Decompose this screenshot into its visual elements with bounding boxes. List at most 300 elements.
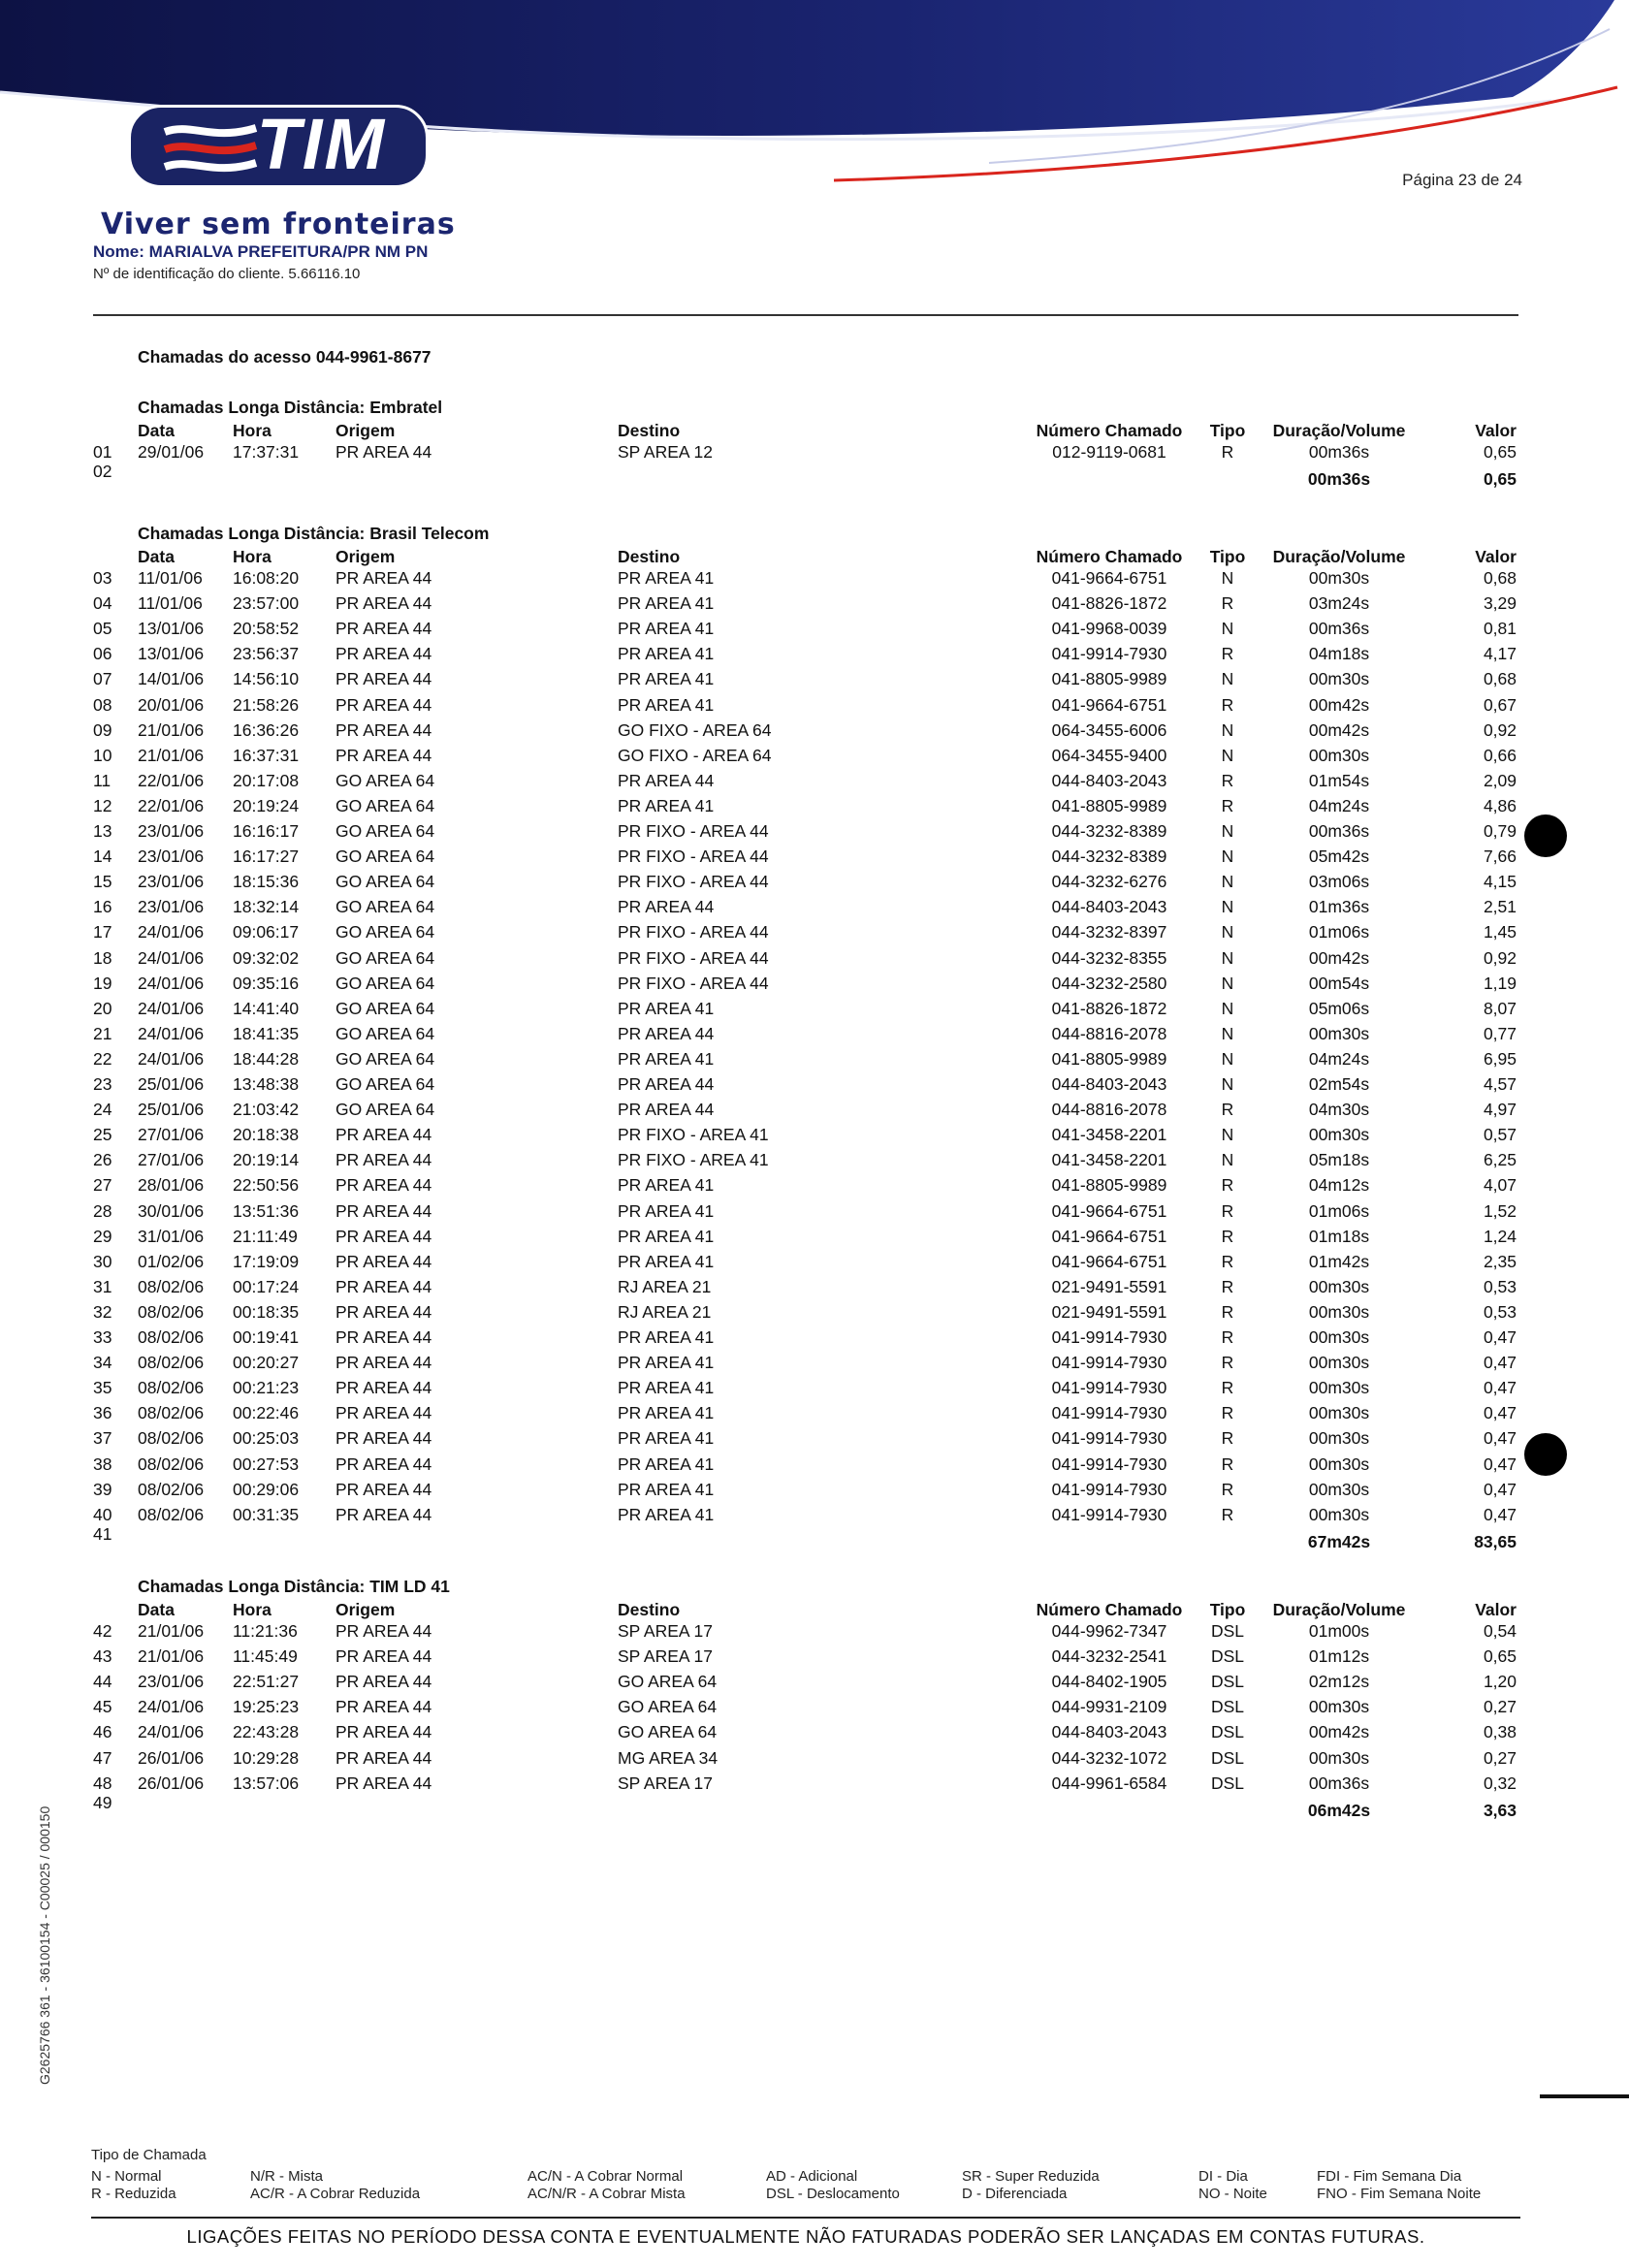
column-header-destino: Destino: [618, 547, 681, 566]
row-call-type: N: [1221, 669, 1234, 689]
row-destination: PR AREA 41: [618, 1251, 715, 1271]
row-date: 28/01/06: [138, 1175, 205, 1196]
row-time: 00:25:03: [233, 1428, 300, 1449]
column-header-valor: Valor: [1475, 1600, 1517, 1619]
row-value: 0,92: [1483, 947, 1517, 968]
row-value: 0,65: [1483, 1646, 1517, 1667]
row-duration: 00m30s: [1308, 1504, 1370, 1524]
row-duration: 00m30s: [1308, 1276, 1370, 1296]
row-value: 0,53: [1483, 1276, 1517, 1296]
row-index: 05: [93, 619, 112, 639]
row-called-number: 044-9961-6584: [1051, 1773, 1167, 1793]
row-index: 08: [93, 694, 112, 715]
row-value: 1,24: [1483, 1226, 1517, 1246]
row-duration: 00m42s: [1308, 694, 1370, 715]
row-call-type: R: [1221, 770, 1234, 790]
row-time: 13:48:38: [233, 1074, 300, 1094]
row-destination: PR FIXO - AREA 41: [618, 1150, 769, 1170]
row-duration: 00m30s: [1308, 1747, 1370, 1768]
row-destination: PR AREA 41: [618, 593, 715, 614]
row-call-type: N: [1221, 998, 1234, 1018]
row-origin: PR AREA 44: [335, 1150, 432, 1170]
row-called-number: 021-9491-5591: [1051, 1301, 1167, 1322]
row-value: 3,29: [1483, 593, 1517, 614]
legend-item: FDI - Fim Semana Dia: [1317, 2168, 1462, 2185]
row-called-number: 021-9491-5591: [1051, 1276, 1167, 1296]
row-origin: PR AREA 44: [335, 1276, 432, 1296]
row-destination: PR AREA 41: [618, 1327, 715, 1347]
row-called-number: 044-8403-2043: [1051, 770, 1167, 790]
row-duration: 04m30s: [1308, 1100, 1370, 1120]
row-origin: PR AREA 44: [335, 644, 432, 664]
legend-item: R - Reduzida: [91, 2186, 176, 2202]
row-destination: PR AREA 41: [618, 644, 715, 664]
row-value: 4,17: [1483, 644, 1517, 664]
row-call-type: N: [1221, 1150, 1234, 1170]
row-origin: PR AREA 44: [335, 669, 432, 689]
row-duration: 00m36s: [1308, 1773, 1370, 1793]
row-value: 0,32: [1483, 1773, 1517, 1793]
row-index: 32: [93, 1301, 112, 1322]
tagline: Viver sem fronteiras: [101, 208, 456, 241]
row-duration: 00m30s: [1308, 1479, 1370, 1499]
row-duration: 04m18s: [1308, 644, 1370, 664]
row-date: 08/02/06: [138, 1301, 205, 1322]
row-called-number: 041-8805-9989: [1051, 669, 1167, 689]
row-call-type: N: [1221, 897, 1234, 917]
row-origin: GO AREA 64: [335, 947, 435, 968]
column-header-origem: Origem: [335, 547, 396, 566]
row-called-number: 041-9664-6751: [1051, 568, 1167, 588]
row-duration: 00m30s: [1308, 1353, 1370, 1373]
row-origin: PR AREA 44: [335, 1747, 432, 1768]
row-origin: GO AREA 64: [335, 770, 435, 790]
row-called-number: 041-8805-9989: [1051, 1048, 1167, 1069]
row-value: 0,65: [1483, 442, 1517, 462]
row-call-type: N: [1221, 947, 1234, 968]
tim-logo: TIM: [256, 104, 386, 184]
column-header-duracao: Duração/Volume: [1272, 1600, 1406, 1619]
row-duration: 05m42s: [1308, 847, 1370, 867]
row-origin: PR AREA 44: [335, 1697, 432, 1717]
row-index: 27: [93, 1175, 112, 1196]
row-called-number: 041-9914-7930: [1051, 1327, 1167, 1347]
column-header-duracao: Duração/Volume: [1272, 547, 1406, 566]
row-date: 23/01/06: [138, 872, 205, 892]
row-called-number: 041-9914-7930: [1051, 644, 1167, 664]
row-index: 46: [93, 1722, 112, 1742]
row-call-type: N: [1221, 745, 1234, 765]
row-index: 29: [93, 1226, 112, 1246]
row-origin: GO AREA 64: [335, 973, 435, 993]
row-destination: PR AREA 44: [618, 1023, 715, 1043]
row-duration: 00m42s: [1308, 1722, 1370, 1742]
row-call-type: N: [1221, 1125, 1234, 1145]
row-call-type: DSL: [1210, 1672, 1245, 1692]
row-time: 23:56:37: [233, 644, 300, 664]
row-destination: GO AREA 64: [618, 1672, 718, 1692]
row-date: 26/01/06: [138, 1773, 205, 1793]
page-number: Página 23 de 24: [1402, 171, 1522, 189]
row-index: 16: [93, 897, 112, 917]
row-date: 26/01/06: [138, 1747, 205, 1768]
row-call-type: R: [1221, 1479, 1234, 1499]
row-origin: PR AREA 44: [335, 593, 432, 614]
row-called-number: 041-9664-6751: [1051, 1251, 1167, 1271]
row-called-number: 041-9914-7930: [1051, 1353, 1167, 1373]
row-value: 2,51: [1483, 897, 1517, 917]
row-time: 16:16:17: [233, 821, 300, 841]
row-time: 16:17:27: [233, 847, 300, 867]
row-value: 0,47: [1483, 1327, 1517, 1347]
row-called-number: 041-9968-0039: [1051, 619, 1167, 639]
row-called-number: 041-9914-7930: [1051, 1428, 1167, 1449]
row-index: 21: [93, 1023, 112, 1043]
row-value: 1,20: [1483, 1672, 1517, 1692]
row-call-type: DSL: [1210, 1646, 1245, 1667]
row-time: 20:19:14: [233, 1150, 300, 1170]
row-duration: 00m54s: [1308, 973, 1370, 993]
row-destination: SP AREA 17: [618, 1621, 713, 1641]
row-index: 09: [93, 719, 112, 740]
row-origin: PR AREA 44: [335, 1403, 432, 1423]
row-duration: 04m24s: [1308, 1048, 1370, 1069]
row-duration: 01m12s: [1308, 1646, 1370, 1667]
row-called-number: 044-9931-2109: [1051, 1697, 1167, 1717]
row-origin: GO AREA 64: [335, 998, 435, 1018]
row-destination: PR AREA 41: [618, 1428, 715, 1449]
row-value: 0,54: [1483, 1621, 1517, 1641]
side-code: G2625766 361 - 36100154 - C00025 / 000150: [37, 1805, 52, 2085]
row-value: 0,38: [1483, 1722, 1517, 1742]
row-destination: PR AREA 41: [618, 619, 715, 639]
row-time: 14:56:10: [233, 669, 300, 689]
column-header-tipo: Tipo: [1209, 421, 1246, 440]
legend-item: NO - Noite: [1198, 2186, 1267, 2202]
row-call-type: R: [1221, 1100, 1234, 1120]
row-origin: PR AREA 44: [335, 1327, 432, 1347]
row-call-type: R: [1221, 1251, 1234, 1271]
row-date: 27/01/06: [138, 1125, 205, 1145]
row-index: 33: [93, 1327, 112, 1347]
row-destination: RJ AREA 21: [618, 1276, 712, 1296]
row-origin: PR AREA 44: [335, 694, 432, 715]
row-time: 00:29:06: [233, 1479, 300, 1499]
column-header-data: Data: [138, 1600, 175, 1619]
row-time: 17:37:31: [233, 442, 300, 462]
row-duration: 05m18s: [1308, 1150, 1370, 1170]
row-value: 4,97: [1483, 1100, 1517, 1120]
column-header-tipo: Tipo: [1209, 1600, 1246, 1619]
row-called-number: 041-9914-7930: [1051, 1453, 1167, 1474]
row-duration: 00m36s: [1308, 821, 1370, 841]
row-origin: PR AREA 44: [335, 1251, 432, 1271]
row-destination: PR FIXO - AREA 44: [618, 872, 769, 892]
row-value: 6,95: [1483, 1048, 1517, 1069]
row-origin: GO AREA 64: [335, 1100, 435, 1120]
row-value: 4,15: [1483, 872, 1517, 892]
row-value: 7,66: [1483, 847, 1517, 867]
punch-hole: [1524, 815, 1567, 857]
row-date: 08/02/06: [138, 1479, 205, 1499]
client-name-label: Nome:: [93, 242, 144, 261]
row-date: 20/01/06: [138, 694, 205, 715]
total-duration: 67m42s: [1307, 1531, 1371, 1551]
row-origin: GO AREA 64: [335, 897, 435, 917]
row-date: 27/01/06: [138, 1150, 205, 1170]
row-value: 0,81: [1483, 619, 1517, 639]
row-duration: 00m36s: [1308, 442, 1370, 462]
row-destination: PR AREA 41: [618, 1353, 715, 1373]
column-header-origem: Origem: [335, 421, 396, 440]
row-index: 31: [93, 1276, 112, 1296]
row-index: 28: [93, 1200, 112, 1221]
row-origin: PR AREA 44: [335, 1428, 432, 1449]
row-destination: SP AREA 17: [618, 1646, 713, 1667]
section-title: Chamadas Longa Distância: Brasil Telecom: [138, 524, 490, 543]
row-called-number: 044-3232-2541: [1051, 1646, 1167, 1667]
row-date: 23/01/06: [138, 821, 205, 841]
row-call-type: N: [1221, 821, 1234, 841]
row-destination: PR AREA 41: [618, 1504, 715, 1524]
row-date: 24/01/06: [138, 922, 205, 942]
row-time: 22:50:56: [233, 1175, 300, 1196]
row-origin: PR AREA 44: [335, 1672, 432, 1692]
row-origin: GO AREA 64: [335, 922, 435, 942]
row-duration: 00m42s: [1308, 947, 1370, 968]
row-called-number: 041-9664-6751: [1051, 1226, 1167, 1246]
row-destination: PR AREA 41: [618, 998, 715, 1018]
row-duration: 05m06s: [1308, 998, 1370, 1018]
row-destination: MG AREA 34: [618, 1747, 719, 1768]
row-origin: PR AREA 44: [335, 1479, 432, 1499]
punch-hole: [1524, 1433, 1567, 1476]
row-value: 0,66: [1483, 745, 1517, 765]
row-index: 42: [93, 1621, 112, 1641]
row-index: 35: [93, 1378, 112, 1398]
row-date: 31/01/06: [138, 1226, 205, 1246]
row-duration: 01m54s: [1308, 770, 1370, 790]
row-destination: PR AREA 44: [618, 770, 715, 790]
row-called-number: 041-8805-9989: [1051, 1175, 1167, 1196]
row-value: 0,77: [1483, 1023, 1517, 1043]
row-date: 23/01/06: [138, 897, 205, 917]
row-origin: PR AREA 44: [335, 1722, 432, 1742]
row-called-number: 041-9914-7930: [1051, 1479, 1167, 1499]
row-origin: PR AREA 44: [335, 1125, 432, 1145]
row-origin: GO AREA 64: [335, 795, 435, 815]
row-call-type: R: [1221, 593, 1234, 614]
total-row-index: 41: [93, 1523, 112, 1544]
row-date: 24/01/06: [138, 947, 205, 968]
row-duration: 04m12s: [1308, 1175, 1370, 1196]
row-duration: 01m42s: [1308, 1251, 1370, 1271]
edge-mark: [1540, 2094, 1629, 2098]
row-time: 11:21:36: [233, 1621, 298, 1641]
row-call-type: DSL: [1210, 1773, 1245, 1793]
row-called-number: 044-8402-1905: [1051, 1672, 1167, 1692]
row-called-number: 041-8805-9989: [1051, 795, 1167, 815]
row-time: 23:57:00: [233, 593, 300, 614]
row-destination: PR FIXO - AREA 44: [618, 973, 769, 993]
row-index: 24: [93, 1100, 112, 1120]
row-origin: GO AREA 64: [335, 821, 435, 841]
row-date: 22/01/06: [138, 795, 205, 815]
row-destination: PR FIXO - AREA 44: [618, 922, 769, 942]
row-called-number: 041-9664-6751: [1051, 1200, 1167, 1221]
row-time: 13:51:36: [233, 1200, 300, 1221]
row-value: 0,47: [1483, 1428, 1517, 1449]
row-time: 13:57:06: [233, 1773, 300, 1793]
row-index: 07: [93, 669, 112, 689]
row-called-number: 041-3458-2201: [1051, 1150, 1167, 1170]
row-value: 0,27: [1483, 1697, 1517, 1717]
row-date: 08/02/06: [138, 1403, 205, 1423]
row-called-number: 041-3458-2201: [1051, 1125, 1167, 1145]
row-time: 10:29:28: [233, 1747, 300, 1768]
row-date: 21/01/06: [138, 745, 205, 765]
client-id: Nº de identificação do cliente. 5.66116.10: [93, 266, 361, 282]
total-row-index: 49: [93, 1792, 112, 1812]
row-time: 21:03:42: [233, 1100, 300, 1120]
row-call-type: R: [1221, 1453, 1234, 1474]
row-destination: PR AREA 41: [618, 1048, 715, 1069]
row-duration: 02m54s: [1308, 1074, 1370, 1094]
row-date: 24/01/06: [138, 1697, 205, 1717]
row-called-number: 041-8826-1872: [1051, 998, 1167, 1018]
row-origin: PR AREA 44: [335, 1378, 432, 1398]
total-duration: 00m36s: [1307, 469, 1371, 490]
column-header-tipo: Tipo: [1209, 547, 1246, 566]
column-header-destino: Destino: [618, 1600, 681, 1619]
row-index: 17: [93, 922, 112, 942]
legend-item: AC/N/R - A Cobrar Mista: [527, 2186, 686, 2202]
row-value: 0,47: [1483, 1378, 1517, 1398]
row-value: 6,25: [1483, 1150, 1517, 1170]
row-destination: GO FIXO - AREA 64: [618, 745, 772, 765]
row-destination: PR AREA 44: [618, 1074, 715, 1094]
row-call-type: N: [1221, 568, 1234, 588]
total-row-index: 02: [93, 462, 112, 482]
row-called-number: 044-8816-2078: [1051, 1023, 1167, 1043]
row-origin: GO AREA 64: [335, 1023, 435, 1043]
row-date: 08/02/06: [138, 1276, 205, 1296]
row-duration: 03m24s: [1308, 593, 1370, 614]
row-date: 08/02/06: [138, 1428, 205, 1449]
row-time: 16:37:31: [233, 745, 300, 765]
row-called-number: 064-3455-6006: [1051, 719, 1167, 740]
row-date: 08/02/06: [138, 1327, 205, 1347]
row-call-type: R: [1221, 1200, 1234, 1221]
row-call-type: N: [1221, 1074, 1234, 1094]
row-index: 44: [93, 1672, 112, 1692]
row-date: 30/01/06: [138, 1200, 205, 1221]
legend-item: N/R - Mista: [250, 2168, 323, 2185]
row-call-type: N: [1221, 1023, 1234, 1043]
footer-divider: [91, 2217, 1520, 2219]
row-value: 0,47: [1483, 1403, 1517, 1423]
row-index: 15: [93, 872, 112, 892]
section-title: Chamadas Longa Distância: Embratel: [138, 398, 443, 417]
row-call-type: N: [1221, 619, 1234, 639]
row-called-number: 044-8403-2043: [1051, 1074, 1167, 1094]
row-destination: PR AREA 41: [618, 1378, 715, 1398]
row-value: 1,19: [1483, 973, 1517, 993]
row-time: 09:32:02: [233, 947, 300, 968]
row-date: 24/01/06: [138, 973, 205, 993]
row-value: 0,27: [1483, 1747, 1517, 1768]
row-call-type: R: [1221, 1403, 1234, 1423]
row-index: 14: [93, 847, 112, 867]
row-value: 1,52: [1483, 1200, 1517, 1221]
row-date: 23/01/06: [138, 847, 205, 867]
row-time: 00:31:35: [233, 1504, 300, 1524]
row-index: 43: [93, 1646, 112, 1667]
row-value: 4,07: [1483, 1175, 1517, 1196]
legend-item: DSL - Deslocamento: [766, 2186, 900, 2202]
row-duration: 02m12s: [1308, 1672, 1370, 1692]
row-index: 25: [93, 1125, 112, 1145]
row-called-number: 044-8816-2078: [1051, 1100, 1167, 1120]
row-time: 19:25:23: [233, 1697, 300, 1717]
column-header-numero: Número Chamado: [1036, 421, 1183, 440]
row-origin: GO AREA 64: [335, 1048, 435, 1069]
row-call-type: R: [1221, 694, 1234, 715]
row-index: 06: [93, 644, 112, 664]
row-called-number: 044-9962-7347: [1051, 1621, 1167, 1641]
legend-item: DI - Dia: [1198, 2168, 1248, 2185]
row-time: 20:17:08: [233, 770, 300, 790]
row-value: 0,47: [1483, 1479, 1517, 1499]
row-value: 0,68: [1483, 568, 1517, 588]
row-called-number: 044-3232-8389: [1051, 821, 1167, 841]
row-index: 13: [93, 821, 112, 841]
row-origin: PR AREA 44: [335, 1226, 432, 1246]
row-time: 16:36:26: [233, 719, 300, 740]
row-time: 14:41:40: [233, 998, 300, 1018]
row-duration: 00m42s: [1308, 719, 1370, 740]
row-destination: GO AREA 64: [618, 1697, 718, 1717]
column-header-destino: Destino: [618, 421, 681, 440]
row-time: 18:44:28: [233, 1048, 300, 1069]
row-origin: GO AREA 64: [335, 1074, 435, 1094]
legend-item: AC/N - A Cobrar Normal: [527, 2168, 684, 2185]
column-header-data: Data: [138, 421, 175, 440]
row-value: 0,92: [1483, 719, 1517, 740]
row-date: 11/01/06: [138, 568, 203, 588]
row-origin: GO AREA 64: [335, 872, 435, 892]
row-call-type: N: [1221, 847, 1234, 867]
row-value: 0,57: [1483, 1125, 1517, 1145]
row-origin: GO AREA 64: [335, 847, 435, 867]
row-duration: 01m06s: [1308, 1200, 1370, 1221]
row-origin: PR AREA 44: [335, 568, 432, 588]
row-index: 18: [93, 947, 112, 968]
row-time: 11:45:49: [233, 1646, 298, 1667]
row-duration: 00m30s: [1308, 1023, 1370, 1043]
row-duration: 00m30s: [1308, 745, 1370, 765]
row-called-number: 044-8403-2043: [1051, 1722, 1167, 1742]
client-name: [93, 242, 428, 262]
row-duration: 01m00s: [1308, 1621, 1370, 1641]
row-called-number: 041-9664-6751: [1051, 694, 1167, 715]
row-call-type: R: [1221, 1301, 1234, 1322]
row-destination: SP AREA 12: [618, 442, 713, 462]
row-destination: GO FIXO - AREA 64: [618, 719, 772, 740]
row-index: 38: [93, 1453, 112, 1474]
row-called-number: 041-9914-7930: [1051, 1403, 1167, 1423]
row-call-type: R: [1221, 1504, 1234, 1524]
